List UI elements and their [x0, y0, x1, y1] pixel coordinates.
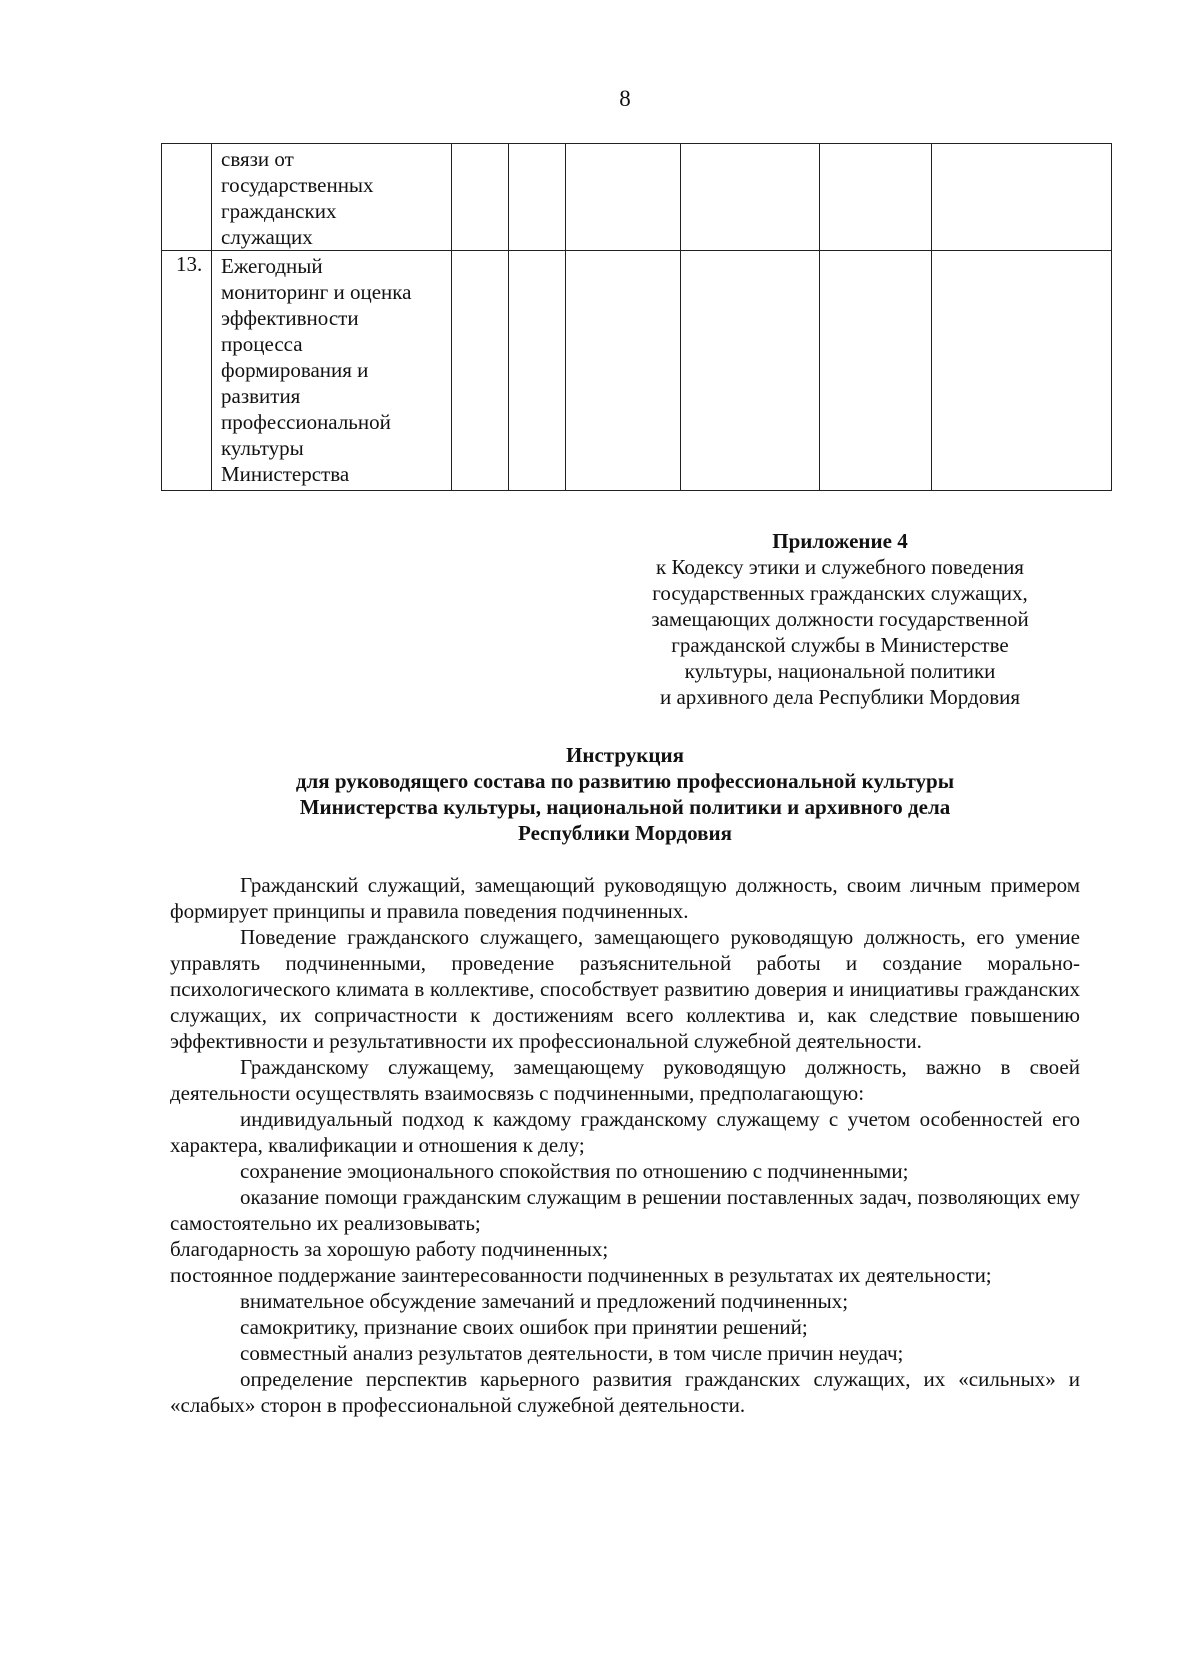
empty-cell: [452, 251, 509, 491]
cell-line: формирования и: [221, 358, 369, 382]
empty-cell: [932, 251, 1112, 491]
cell-line: профессиональной: [221, 410, 391, 434]
row-number-cell: 13.: [162, 251, 212, 491]
cell-line: гражданских: [221, 199, 337, 223]
list-item: благодарность за хорошую работу подчиненных;: [170, 1237, 609, 1261]
empty-cell: [566, 251, 681, 491]
cell-line: государственных: [221, 173, 374, 197]
cell-line: культуры: [221, 436, 304, 460]
row-text-cell: [212, 251, 452, 491]
instruction-subtitle-line: Министерства культуры, национальной политики и архивного дела: [299, 795, 951, 819]
list-item: оказание помощи гражданским служащим в решении поставленных задач, позволяющих ему самостоятельно их реализовывать;: [170, 1185, 1080, 1235]
cell-line: мониторинг и оценка: [221, 280, 412, 304]
list-item: сохранение эмоционального спокойствия по отношению с подчиненными;: [240, 1159, 909, 1183]
instruction-subtitle-line: для руководящего состава по развитию профессиональной культуры: [295, 769, 955, 793]
empty-cell: [681, 251, 820, 491]
list-item: определение перспектив карьерного развития гражданских служащих, их «сильных» и «слабых» сторон в профессиональной служебной деятельности.: [170, 1367, 1080, 1417]
appendix-title: Приложение 4: [772, 529, 908, 553]
list-item: индивидуальный подход к каждому гражданскому служащему с учетом особенностей его характера, квалификации и отношения к делу;: [170, 1107, 1080, 1157]
empty-cell: [820, 251, 932, 491]
appendix-line: гражданской службы в Министерстве: [671, 633, 1009, 657]
cell-line: процесса: [221, 332, 303, 356]
cell-line: Ежегодный: [221, 254, 323, 278]
empty-cell: [932, 144, 1112, 251]
appendix-line: государственных гражданских служащих,: [652, 581, 1028, 605]
cell-line: служащих: [221, 225, 313, 249]
empty-cell: [820, 144, 932, 251]
page-number: 8: [619, 86, 631, 111]
appendix-line: и архивного дела Республики Мордовия: [659, 685, 1021, 709]
paragraph: Гражданскому служащему, замещающему руководящую должность, важно в своей деятельности осуществлять взаимосвязь с подчиненными, предполагающую:: [170, 1055, 1080, 1105]
instruction-subtitle-line: Республики Мордовия: [518, 821, 732, 845]
paragraph: Гражданский служащий, замещающий руководящую должность, своим личным примером формирует принципы и правила поведения подчиненных.: [170, 873, 1080, 923]
cell-line: развития: [221, 384, 301, 408]
empty-cell: [681, 144, 820, 251]
paragraph: Поведение гражданского служащего, замещающего руководящую должность, его умение управлять подчиненными, проведение разъяснительной работы и создание морально-психологического климата в коллективе, способствует развитию доверия и инициативы гражданских служащих, их сопричастности к достижениям всего коллектива и, как следствие повышению эффективности и результативности их профессиональной служебной деятельности.: [170, 925, 1080, 1053]
list-item: самокритику, признание своих ошибок при принятии решений;: [240, 1315, 808, 1339]
cell-line: эффективности: [221, 306, 359, 330]
appendix-line: замещающих должности государственной: [651, 607, 1029, 631]
table-row: [162, 251, 1112, 491]
empty-cell: [509, 251, 566, 491]
instruction-heading: Инструкция: [566, 743, 684, 767]
instruction-body: [170, 872, 1080, 1418]
list-item: внимательное обсуждение замечаний и предложений подчиненных;: [240, 1289, 849, 1313]
instruction-title: [170, 742, 1080, 846]
plan-table: [161, 143, 1112, 491]
empty-cell: [566, 144, 681, 251]
empty-cell: [452, 144, 509, 251]
row-text-cell: [212, 144, 452, 251]
appendix-line: к Кодексу этики и служебного поведения: [656, 555, 1024, 579]
cell-line: Министерства: [221, 462, 350, 486]
list-item: совместный анализ результатов деятельности, в том числе причин неудач;: [240, 1341, 904, 1365]
empty-cell: [509, 144, 566, 251]
list-item: постоянное поддержание заинтересованности подчиненных в результатах их деятельности;: [170, 1263, 992, 1287]
row-number-cell: [162, 144, 212, 251]
appendix-line: культуры, национальной политики: [684, 659, 996, 683]
cell-line: связи от: [221, 147, 294, 171]
appendix-header: [620, 528, 1060, 710]
table-row: [162, 144, 1112, 251]
